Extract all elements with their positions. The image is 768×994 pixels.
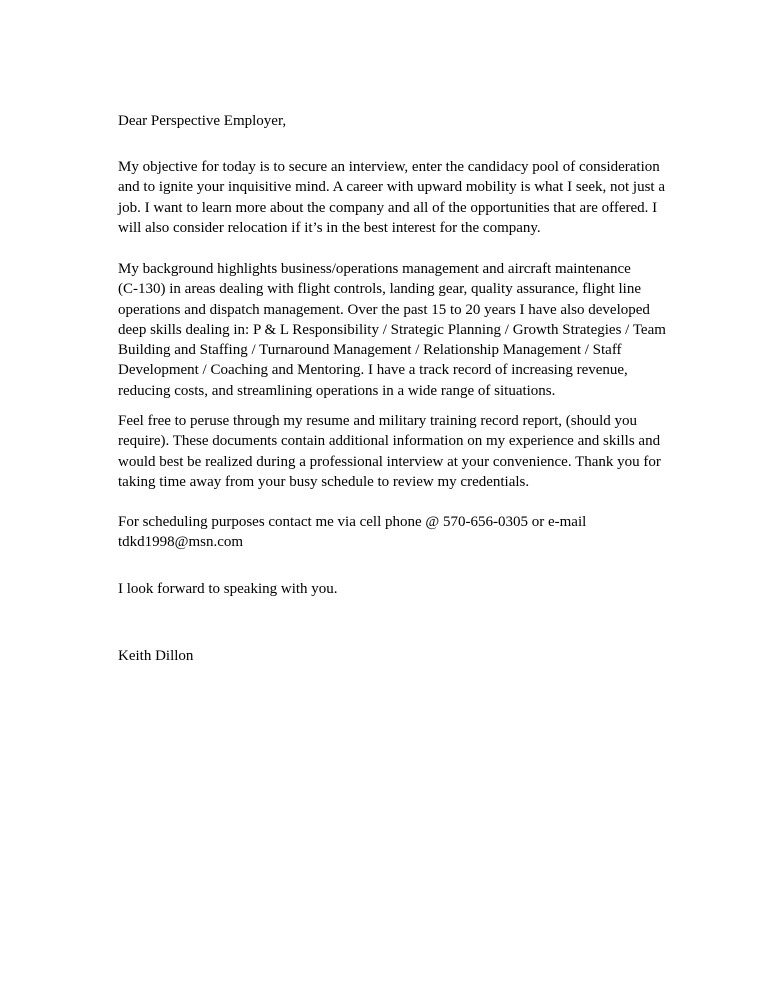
paragraph-contact bbox=[118, 512, 586, 553]
text-line: would best be realized during a professional interview at your convenience. Thank you for bbox=[118, 453, 661, 470]
paragraph-resume bbox=[118, 411, 661, 492]
text-line: Keith Dillon bbox=[118, 648, 194, 664]
paragraph-background bbox=[118, 259, 666, 401]
text-line: require). These documents contain additional information on my experience and skills and bbox=[118, 433, 661, 450]
text-line: reducing costs, and streamlining operations in a wide range of situations. bbox=[118, 382, 556, 399]
text-line: deep skills dealing in: P & L Responsibility / Strategic Planning / Growth Strategies / Team bbox=[118, 321, 666, 338]
signature-name bbox=[118, 646, 193, 666]
salutation bbox=[118, 111, 286, 131]
text-line: Feel free to peruse through my resume and military training record report, (should you bbox=[118, 413, 638, 429]
text-line: My background highlights business/operations management and aircraft maintenance bbox=[118, 261, 631, 277]
text-line: tdkd1998@msn.com bbox=[118, 534, 244, 551]
text-line: Development / Coaching and Mentoring. I have a track record of increasing revenue, bbox=[118, 362, 628, 379]
text-line: taking time away from your busy schedule to review my credentials. bbox=[118, 473, 530, 490]
text-line: My objective for today is to secure an interview, enter the candidacy pool of consideration bbox=[118, 159, 660, 175]
text-line: I look forward to speaking with you. bbox=[118, 581, 338, 597]
text-line: job. I want to learn more about the company and all of the opportunities that are offered. I bbox=[118, 199, 658, 216]
text-line: For scheduling purposes contact me via cell phone @ 570-656-0305 or e-mail bbox=[118, 514, 587, 530]
text-line: operations and dispatch management. Over the past 15 to 20 years I have also developed bbox=[118, 301, 650, 318]
text-line: and to ignite your inquisitive mind. A career with upward mobility is what I seek, not just a bbox=[118, 179, 665, 196]
text-line: will also consider relocation if it’s in the best interest for the company. bbox=[118, 219, 541, 236]
text-line: Building and Staffing / Turnaround Management / Relationship Management / Staff bbox=[118, 342, 622, 359]
paragraph-objective bbox=[118, 157, 665, 238]
closing-line bbox=[118, 579, 338, 599]
text-line: (C-130) in areas dealing with flight controls, landing gear, quality assurance, flight line bbox=[118, 281, 642, 298]
text-line: Dear Perspective Employer, bbox=[118, 113, 287, 129]
